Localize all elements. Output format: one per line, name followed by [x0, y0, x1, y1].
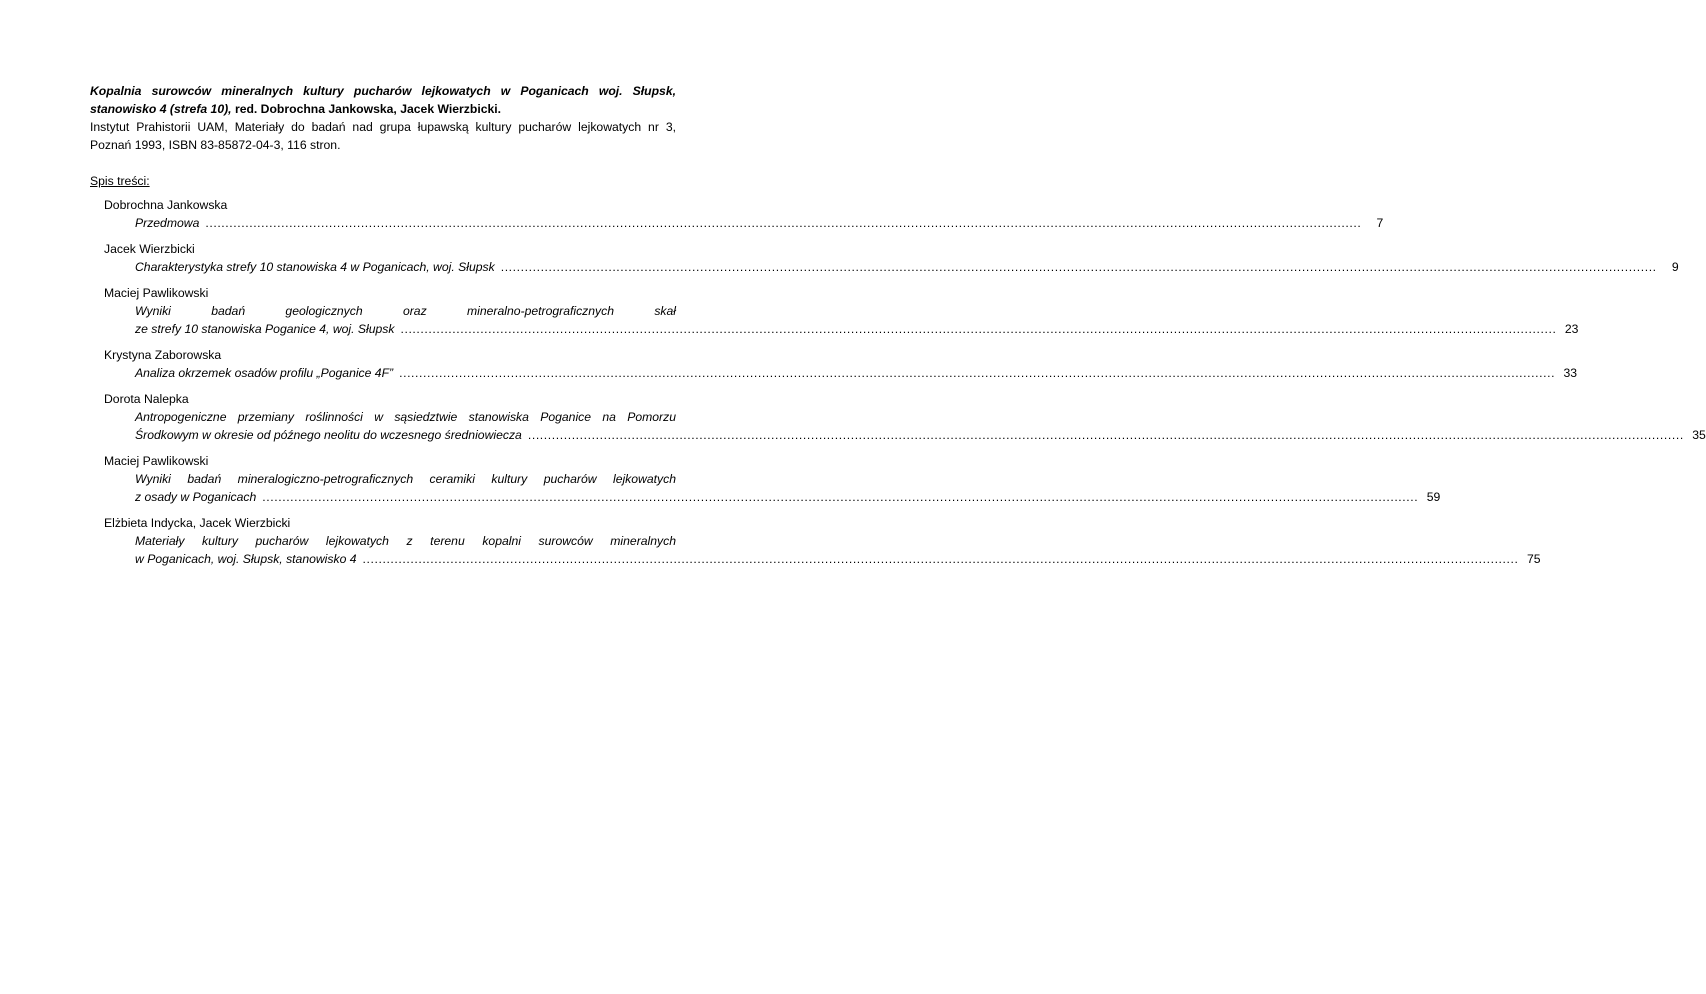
toc-entry-title-last: ze strefy 10 stanowiska Poganice 4, woj. Słupsk — [135, 322, 395, 336]
toc-leader-dots: .................................................................................................................................................................................................................................................................................................. — [399, 366, 1556, 380]
toc-entry — [104, 514, 1541, 568]
toc-entry-title — [135, 258, 1679, 276]
toc-entry-title-line: Wyniki badań geologicznych oraz mineralno-petrograficznych skał — [135, 304, 676, 318]
toc-entry — [104, 196, 1384, 232]
toc-entry-title — [135, 214, 1384, 232]
toc-entry-author: Dobrochna Jankowska — [104, 198, 228, 212]
toc-entry-title-line: Wyniki badań mineralogiczno-petrograficznych ceramiki kultury pucharów lejkowatych — [135, 472, 676, 486]
toc-entry-final-line — [135, 258, 1679, 276]
toc-entry — [104, 240, 1679, 276]
toc-entry-title-last: z osady w Poganicach — [135, 490, 257, 504]
toc-entry — [104, 346, 1578, 382]
toc-entry-author: Dorota Nalepka — [104, 392, 189, 406]
toc-entry-author: Jacek Wierzbicki — [104, 242, 195, 256]
toc-entry-page-number: 35 — [1692, 428, 1706, 442]
toc-entry-final-line — [135, 426, 1706, 444]
toc-entry-final-line — [135, 550, 1541, 568]
toc-entry-title-last: w Poganicach, woj. Słupsk, stanowisko 4 — [135, 552, 357, 566]
toc-leader-dots: .................................................................................................................................................................................................................................................................................................. — [362, 552, 1519, 566]
toc-entry-author: Elżbieta Indycka, Jacek Wierzbicki — [104, 516, 291, 530]
toc-leader-dots: .................................................................................................................................................................................................................................................................................................. — [400, 322, 1557, 336]
toc-entry — [104, 284, 1579, 338]
toc-entry-page-number: 75 — [1526, 552, 1541, 566]
toc-entry — [104, 390, 1706, 444]
book-site: stanowisko 4 (strefa 10), — [90, 102, 232, 116]
book-title-line-2 — [90, 100, 676, 118]
toc-entry-title-last: Charakterystyka strefy 10 stanowiska 4 w Poganicach, woj. Słupsk — [135, 260, 495, 274]
book-title-line-1 — [90, 82, 676, 100]
toc-entry-title-last: Analiza okrzemek osadów profilu „Poganice 4F” — [135, 366, 394, 380]
toc-entry-author: Krystyna Zaborowska — [104, 348, 222, 362]
table-of-contents — [104, 196, 1706, 568]
toc-leader-dots: .................................................................................................................................................................................................................................................................................................. — [527, 428, 1684, 442]
toc-leader-dots: .................................................................................................................................................................................................................................................................................................. — [205, 216, 1362, 230]
publisher-line-2: Poznań 1993, ISBN 83-85872-04-3, 116 stron. — [90, 138, 341, 152]
toc-entry-final-line — [135, 488, 1441, 506]
toc-entry-title — [135, 302, 1579, 338]
toc-leader-dots: .................................................................................................................................................................................................................................................................................................. — [500, 260, 1657, 274]
publisher-line-1: Instytut Prahistorii UAM, Materiały do badań nad grupa łupawską kultury pucharów lejkowatych nr 3, — [90, 120, 676, 134]
toc-entry-page-number: 7 — [1376, 216, 1384, 230]
toc-entry-final-line — [135, 364, 1578, 382]
toc-entry-final-line — [135, 214, 1384, 232]
toc-entry-title-line: Antropogeniczne przemiany roślinności w sąsiedztwie stanowiska Poganice na Pomorzu — [135, 410, 676, 424]
book-title: Kopalnia surowców mineralnych kultury pucharów lejkowatych w Poganicach woj. Słupsk, — [90, 84, 676, 98]
toc-entry-title — [135, 408, 1706, 444]
toc-entry-author: Maciej Pawlikowski — [104, 286, 209, 300]
toc-entry-title-line: Materiały kultury pucharów lejkowatych z terenu kopalni surowców mineralnych — [135, 534, 676, 548]
toc-entry-page-number: 9 — [1671, 260, 1679, 274]
toc-entry-final-line — [135, 320, 1579, 338]
book-editors: red. Dobrochna Jankowska, Jacek Wierzbicki. — [231, 102, 502, 116]
toc-leader-dots: .................................................................................................................................................................................................................................................................................................. — [262, 490, 1419, 504]
toc-entry-title — [135, 532, 1541, 568]
toc-entry-title — [135, 364, 1578, 382]
toc-entry-title-last: Przedmowa — [135, 216, 200, 230]
toc-entry-title — [135, 470, 1441, 506]
toc-entry-page-number: 33 — [1563, 366, 1578, 380]
toc-entry-page-number: 59 — [1426, 490, 1441, 504]
toc-entry-page-number: 23 — [1564, 322, 1579, 336]
toc-entry — [104, 452, 1441, 506]
toc-heading: Spis treści: — [90, 174, 150, 188]
toc-entry-author: Maciej Pawlikowski — [104, 454, 209, 468]
toc-entry-title-last: Środkowym w okresie od późnego neolitu do wczesnego średniowiecza — [135, 428, 522, 442]
document-page — [90, 82, 1706, 576]
